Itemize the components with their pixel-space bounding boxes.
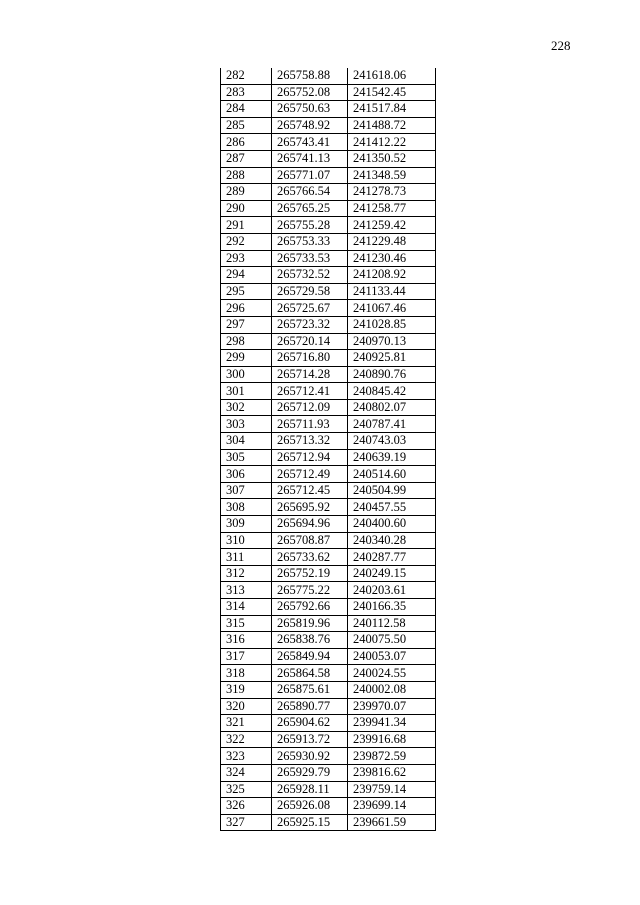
point-number-cell: 299 (221, 350, 272, 367)
y-coordinate-cell: 240802.07 (348, 399, 436, 416)
point-number-cell: 295 (221, 283, 272, 300)
y-coordinate-cell: 240514.60 (348, 466, 436, 483)
y-coordinate-cell: 241208.92 (348, 267, 436, 284)
coordinate-table (220, 68, 436, 831)
x-coordinate-cell: 265775.22 (272, 582, 348, 599)
point-number-cell: 303 (221, 416, 272, 433)
x-coordinate-cell: 265752.19 (272, 565, 348, 582)
x-coordinate-cell: 265913.72 (272, 731, 348, 748)
table-row (221, 648, 436, 665)
y-coordinate-cell: 240112.58 (348, 615, 436, 632)
point-number-cell: 315 (221, 615, 272, 632)
x-coordinate-cell: 265925.15 (272, 814, 348, 831)
table-row (221, 615, 436, 632)
table-row (221, 582, 436, 599)
y-coordinate-cell: 241488.72 (348, 117, 436, 134)
y-coordinate-cell: 240925.81 (348, 350, 436, 367)
table-row (221, 399, 436, 416)
x-coordinate-cell: 265733.62 (272, 549, 348, 566)
table-row (221, 532, 436, 549)
point-number-cell: 287 (221, 150, 272, 167)
point-number-cell: 296 (221, 300, 272, 317)
table-row (221, 433, 436, 450)
page-number: 228 (551, 38, 571, 53)
x-coordinate-cell: 265929.79 (272, 764, 348, 781)
x-coordinate-cell: 265875.61 (272, 681, 348, 698)
point-number-cell: 291 (221, 217, 272, 234)
y-coordinate-cell: 241229.48 (348, 233, 436, 250)
point-number-cell: 284 (221, 101, 272, 118)
y-coordinate-cell: 241412.22 (348, 134, 436, 151)
point-number-cell: 326 (221, 798, 272, 815)
point-number-cell: 321 (221, 715, 272, 732)
table-row (221, 283, 436, 300)
y-coordinate-cell: 241278.73 (348, 184, 436, 201)
y-coordinate-cell: 241348.59 (348, 167, 436, 184)
point-number-cell: 311 (221, 549, 272, 566)
y-coordinate-cell: 240845.42 (348, 383, 436, 400)
y-coordinate-cell: 241618.06 (348, 68, 436, 84)
x-coordinate-cell: 265838.76 (272, 632, 348, 649)
table-row (221, 250, 436, 267)
x-coordinate-cell: 265819.96 (272, 615, 348, 632)
x-coordinate-cell: 265712.94 (272, 449, 348, 466)
y-coordinate-cell: 240203.61 (348, 582, 436, 599)
y-coordinate-cell: 239661.59 (348, 814, 436, 831)
x-coordinate-cell: 265926.08 (272, 798, 348, 815)
point-number-cell: 294 (221, 267, 272, 284)
x-coordinate-cell: 265766.54 (272, 184, 348, 201)
table-row (221, 798, 436, 815)
table-row (221, 267, 436, 284)
table-row (221, 599, 436, 616)
point-number-cell: 323 (221, 748, 272, 765)
point-number-cell: 283 (221, 84, 272, 101)
y-coordinate-cell: 241542.45 (348, 84, 436, 101)
y-coordinate-cell: 241230.46 (348, 250, 436, 267)
y-coordinate-cell: 240287.77 (348, 549, 436, 566)
table-row (221, 466, 436, 483)
x-coordinate-cell: 265864.58 (272, 665, 348, 682)
y-coordinate-cell: 240504.99 (348, 482, 436, 499)
table-row (221, 200, 436, 217)
table-row (221, 814, 436, 831)
point-number-cell: 307 (221, 482, 272, 499)
table-row (221, 715, 436, 732)
table-row (221, 748, 436, 765)
y-coordinate-cell: 240166.35 (348, 599, 436, 616)
x-coordinate-cell: 265748.92 (272, 117, 348, 134)
y-coordinate-cell: 241133.44 (348, 283, 436, 300)
coordinate-table-body (221, 68, 436, 831)
x-coordinate-cell: 265849.94 (272, 648, 348, 665)
point-number-cell: 300 (221, 366, 272, 383)
y-coordinate-cell: 240457.55 (348, 499, 436, 516)
point-number-cell: 322 (221, 731, 272, 748)
x-coordinate-cell: 265712.49 (272, 466, 348, 483)
point-number-cell: 288 (221, 167, 272, 184)
table-row (221, 366, 436, 383)
point-number-cell: 327 (221, 814, 272, 831)
table-row (221, 333, 436, 350)
x-coordinate-cell: 265716.80 (272, 350, 348, 367)
point-number-cell: 308 (221, 499, 272, 516)
y-coordinate-cell: 239816.62 (348, 764, 436, 781)
y-coordinate-cell: 241028.85 (348, 316, 436, 333)
y-coordinate-cell: 240024.55 (348, 665, 436, 682)
y-coordinate-cell: 241067.46 (348, 300, 436, 317)
point-number-cell: 298 (221, 333, 272, 350)
point-number-cell: 317 (221, 648, 272, 665)
x-coordinate-cell: 265755.28 (272, 217, 348, 234)
y-coordinate-cell: 240002.08 (348, 681, 436, 698)
point-number-cell: 306 (221, 466, 272, 483)
point-number-cell: 325 (221, 781, 272, 798)
point-number-cell: 292 (221, 233, 272, 250)
table-row (221, 549, 436, 566)
x-coordinate-cell: 265714.28 (272, 366, 348, 383)
point-number-cell: 301 (221, 383, 272, 400)
table-row (221, 134, 436, 151)
point-number-cell: 319 (221, 681, 272, 698)
x-coordinate-cell: 265733.53 (272, 250, 348, 267)
y-coordinate-cell: 240743.03 (348, 433, 436, 450)
x-coordinate-cell: 265750.63 (272, 101, 348, 118)
y-coordinate-cell: 239759.14 (348, 781, 436, 798)
x-coordinate-cell: 265713.32 (272, 433, 348, 450)
x-coordinate-cell: 265708.87 (272, 532, 348, 549)
x-coordinate-cell: 265712.45 (272, 482, 348, 499)
table-row (221, 383, 436, 400)
point-number-cell: 304 (221, 433, 272, 450)
point-number-cell: 285 (221, 117, 272, 134)
point-number-cell: 290 (221, 200, 272, 217)
table-row (221, 217, 436, 234)
x-coordinate-cell: 265743.41 (272, 134, 348, 151)
point-number-cell: 314 (221, 599, 272, 616)
table-row (221, 84, 436, 101)
table-row (221, 632, 436, 649)
table-row (221, 184, 436, 201)
point-number-cell: 324 (221, 764, 272, 781)
x-coordinate-cell: 265771.07 (272, 167, 348, 184)
x-coordinate-cell: 265758.88 (272, 68, 348, 84)
point-number-cell: 293 (221, 250, 272, 267)
table-row (221, 681, 436, 698)
x-coordinate-cell: 265792.66 (272, 599, 348, 616)
point-number-cell: 286 (221, 134, 272, 151)
y-coordinate-cell: 240787.41 (348, 416, 436, 433)
x-coordinate-cell: 265729.58 (272, 283, 348, 300)
x-coordinate-cell: 265725.67 (272, 300, 348, 317)
x-coordinate-cell: 265930.92 (272, 748, 348, 765)
x-coordinate-cell: 265741.13 (272, 150, 348, 167)
point-number-cell: 289 (221, 184, 272, 201)
y-coordinate-cell: 241350.52 (348, 150, 436, 167)
table-row (221, 316, 436, 333)
y-coordinate-cell: 241259.42 (348, 217, 436, 234)
y-coordinate-cell: 240400.60 (348, 516, 436, 533)
y-coordinate-cell: 239872.59 (348, 748, 436, 765)
table-row (221, 350, 436, 367)
x-coordinate-cell: 265890.77 (272, 698, 348, 715)
y-coordinate-cell: 240340.28 (348, 532, 436, 549)
y-coordinate-cell: 241258.77 (348, 200, 436, 217)
table-row (221, 698, 436, 715)
table-row (221, 300, 436, 317)
x-coordinate-cell: 265753.33 (272, 233, 348, 250)
y-coordinate-cell: 240075.50 (348, 632, 436, 649)
x-coordinate-cell: 265928.11 (272, 781, 348, 798)
x-coordinate-cell: 265904.62 (272, 715, 348, 732)
table-row (221, 68, 436, 84)
table-row (221, 416, 436, 433)
point-number-cell: 310 (221, 532, 272, 549)
table-row (221, 499, 436, 516)
y-coordinate-cell: 239699.14 (348, 798, 436, 815)
x-coordinate-cell: 265720.14 (272, 333, 348, 350)
point-number-cell: 320 (221, 698, 272, 715)
point-number-cell: 282 (221, 68, 272, 84)
y-coordinate-cell: 240970.13 (348, 333, 436, 350)
point-number-cell: 313 (221, 582, 272, 599)
x-coordinate-cell: 265723.32 (272, 316, 348, 333)
table-row (221, 233, 436, 250)
point-number-cell: 312 (221, 565, 272, 582)
x-coordinate-cell: 265694.96 (272, 516, 348, 533)
y-coordinate-cell: 240053.07 (348, 648, 436, 665)
y-coordinate-cell: 239916.68 (348, 731, 436, 748)
table-row (221, 101, 436, 118)
point-number-cell: 316 (221, 632, 272, 649)
x-coordinate-cell: 265752.08 (272, 84, 348, 101)
x-coordinate-cell: 265711.93 (272, 416, 348, 433)
table-row (221, 565, 436, 582)
y-coordinate-cell: 240639.19 (348, 449, 436, 466)
y-coordinate-cell: 240890.76 (348, 366, 436, 383)
point-number-cell: 305 (221, 449, 272, 466)
table-row (221, 764, 436, 781)
point-number-cell: 318 (221, 665, 272, 682)
table-row (221, 781, 436, 798)
table-row (221, 731, 436, 748)
y-coordinate-cell: 239941.34 (348, 715, 436, 732)
table-row (221, 150, 436, 167)
y-coordinate-cell: 240249.15 (348, 565, 436, 582)
table-row (221, 665, 436, 682)
x-coordinate-cell: 265712.41 (272, 383, 348, 400)
table-row (221, 482, 436, 499)
point-number-cell: 297 (221, 316, 272, 333)
table-row (221, 449, 436, 466)
x-coordinate-cell: 265695.92 (272, 499, 348, 516)
table-row (221, 117, 436, 134)
x-coordinate-cell: 265765.25 (272, 200, 348, 217)
x-coordinate-cell: 265732.52 (272, 267, 348, 284)
table-row (221, 167, 436, 184)
point-number-cell: 309 (221, 516, 272, 533)
y-coordinate-cell: 241517.84 (348, 101, 436, 118)
x-coordinate-cell: 265712.09 (272, 399, 348, 416)
table-row (221, 516, 436, 533)
point-number-cell: 302 (221, 399, 272, 416)
y-coordinate-cell: 239970.07 (348, 698, 436, 715)
